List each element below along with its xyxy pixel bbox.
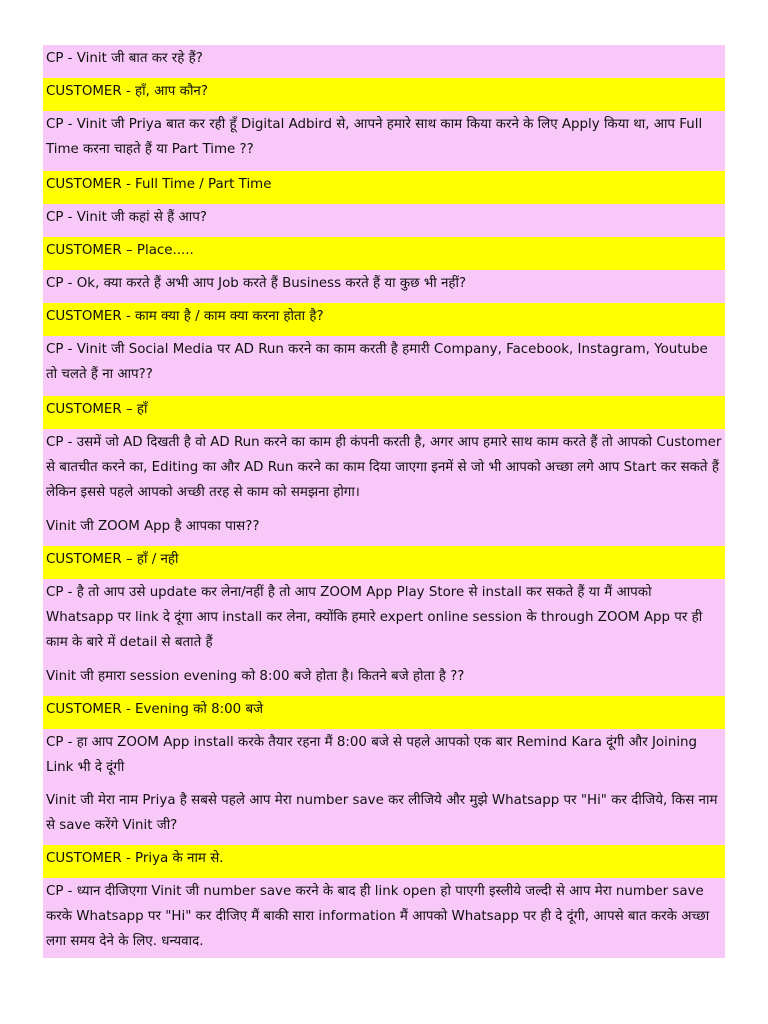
customer-line: CUSTOMER - हाँ, आप कौन? (43, 78, 725, 111)
customer-line: CUSTOMER – Place..... (43, 237, 725, 270)
customer-line: CUSTOMER - Full Time / Part Time (43, 171, 725, 204)
customer-line: CUSTOMER – हाँ (43, 396, 725, 429)
cp-line: CP - Vinit जी बात कर रहे हैं? (43, 45, 725, 78)
customer-line: CUSTOMER - Evening को 8:00 बजे (43, 696, 725, 729)
cp-line: CP - Vinit जी कहां से हैं आप? (43, 204, 725, 237)
cp-line: CP - है तो आप उसे update कर लेना/नहीं है तो आप ZOOM App Play Store से install कर सकते हैं या मैं आपको Whatsapp पर link दे दूंगा आप install कर लेना, क्योंकि हमारे expert online session के through ZOOM App पर ही काम के बारे में detail से बताते हैं (43, 579, 725, 663)
cp-line: CP - हा आप ZOOM App install करके तैयार रहना मैं 8:00 बजे से पहले आपको एक बार Remind Kara दूंगी और Joining Link भी दे दूंगी (43, 729, 725, 787)
cp-line: Vinit जी मेरा नाम Priya है सबसे पहले आप मेरा number save कर लीजिये और मुझे Whatsapp पर "Hi" कर दीजिये, किस नाम से save करेंगे Vinit जी? (43, 787, 725, 845)
cp-line: CP - ध्यान दीजिएगा Vinit जी number save करने के बाद ही link open हो पाएगी इस्लीये जल्दी से आप मेरा number save करके Whatsapp पर "Hi" कर दीजिए मैं बाकी सारा information मैं आपको Whatsapp पर ही दे दूंगी, आपसे बात करके अच्छा लगा समय देने के लिए. धन्यवाद. (43, 878, 725, 958)
cp-line: CP - Ok, क्या करते हैं अभी आप Job करते हैं Business करते हैं या कुछ भी नहीं? (43, 270, 725, 303)
customer-line: CUSTOMER - काम क्या है / काम क्या करना होता है? (43, 303, 725, 336)
cp-line: CP - उसमें जो AD दिखती है वो AD Run करने का काम ही कंपनी करती है, अगर आप हमारे साथ काम करते हैं तो आपको Customer से बातचीत करने का, Editing का और AD Run करने का काम दिया जाएगा इनमें से जो भी आपको अच्छा लगे आप Start कर सकते हैं लेकिन इससे पहले आपको अच्छी तरह से काम को समझना होगा। (43, 429, 725, 513)
cp-line: Vinit जी हमारा session evening को 8:00 बजे होता है। कितने बजे होता है ?? (43, 663, 725, 696)
cp-line: CP - Vinit जी Social Media पर AD Run करने का काम करती है हमारी Company, Facebook, Instagram, Youtube तो चलते हैं ना आप?? (43, 336, 725, 396)
customer-line: CUSTOMER – हाँ / नही (43, 546, 725, 579)
customer-line: CUSTOMER - Priya के नाम से. (43, 845, 725, 878)
call-script (43, 45, 725, 958)
cp-line: Vinit जी ZOOM App है आपका पास?? (43, 513, 725, 546)
cp-line: CP - Vinit जी Priya बात कर रही हूँ Digital Adbird से, आपने हमारे साथ काम किया करने के लिए Apply किया था, आप Full Time करना चाहते हैं या Part Time ?? (43, 111, 725, 171)
